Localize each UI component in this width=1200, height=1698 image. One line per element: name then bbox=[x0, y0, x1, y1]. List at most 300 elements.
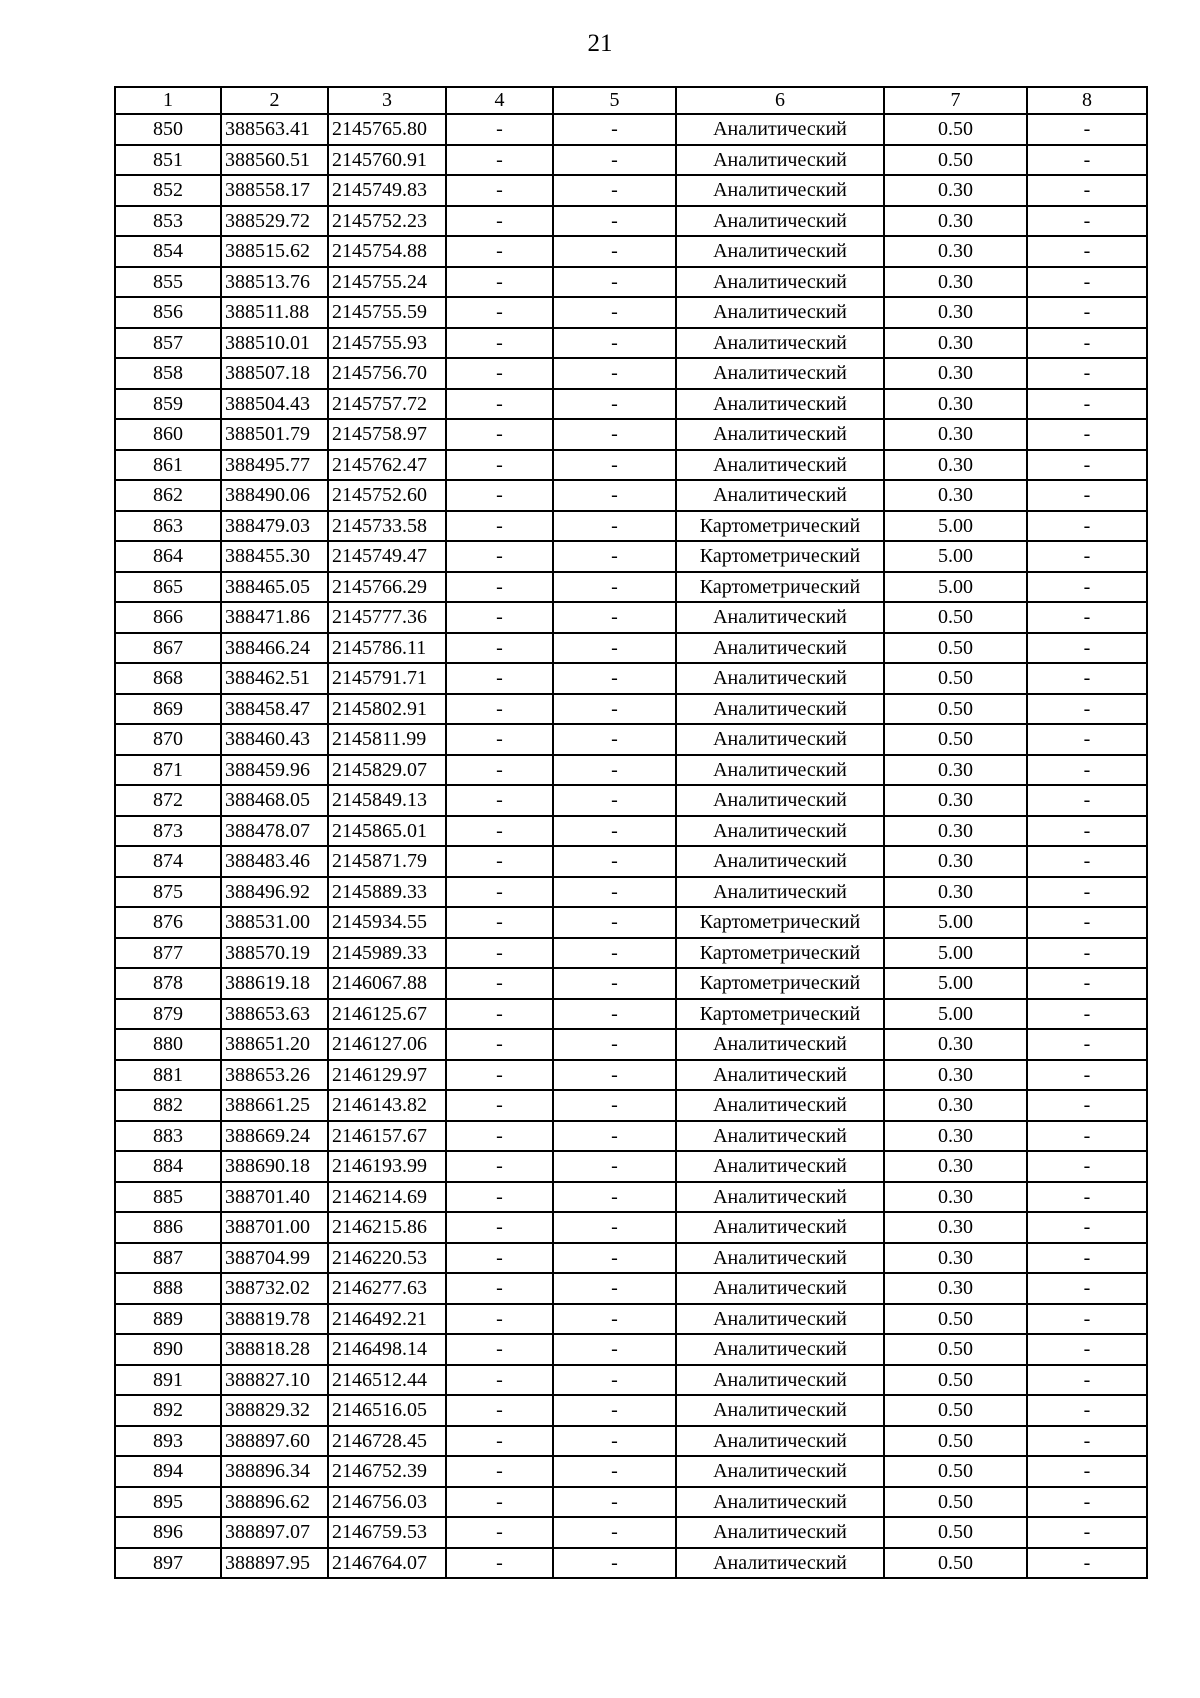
x-coordinate-cell: 388479.03 bbox=[221, 511, 328, 542]
point-number-cell: 863 bbox=[115, 511, 221, 542]
col5-cell: - bbox=[553, 633, 676, 664]
y-coordinate-cell: 2146220.53 bbox=[328, 1243, 446, 1274]
y-coordinate-cell: 2146193.99 bbox=[328, 1151, 446, 1182]
accuracy-cell: 0.30 bbox=[884, 358, 1027, 389]
col8-cell: - bbox=[1027, 572, 1147, 603]
method-cell: Аналитический bbox=[676, 1121, 884, 1152]
point-number-cell: 852 bbox=[115, 175, 221, 206]
method-cell: Картометрический bbox=[676, 541, 884, 572]
y-coordinate-cell: 2145749.83 bbox=[328, 175, 446, 206]
col4-cell: - bbox=[446, 1060, 553, 1091]
col5-cell: - bbox=[553, 1151, 676, 1182]
method-cell: Аналитический bbox=[676, 816, 884, 847]
col5-cell: - bbox=[553, 1243, 676, 1274]
point-number-cell: 882 bbox=[115, 1090, 221, 1121]
method-cell: Картометрический bbox=[676, 572, 884, 603]
x-coordinate-cell: 388651.20 bbox=[221, 1029, 328, 1060]
x-coordinate-cell: 388465.05 bbox=[221, 572, 328, 603]
point-number-cell: 867 bbox=[115, 633, 221, 664]
x-coordinate-cell: 388478.07 bbox=[221, 816, 328, 847]
method-cell: Аналитический bbox=[676, 1548, 884, 1579]
y-coordinate-cell: 2146129.97 bbox=[328, 1060, 446, 1091]
x-coordinate-cell: 388701.00 bbox=[221, 1212, 328, 1243]
table-row bbox=[115, 1517, 1147, 1548]
col4-cell: - bbox=[446, 1365, 553, 1396]
method-cell: Аналитический bbox=[676, 694, 884, 725]
col8-cell: - bbox=[1027, 846, 1147, 877]
col8-cell: - bbox=[1027, 297, 1147, 328]
accuracy-cell: 0.30 bbox=[884, 480, 1027, 511]
column-header: 7 bbox=[884, 87, 1027, 114]
table-row bbox=[115, 1060, 1147, 1091]
col5-cell: - bbox=[553, 1273, 676, 1304]
table-row bbox=[115, 175, 1147, 206]
col8-cell: - bbox=[1027, 724, 1147, 755]
method-cell: Аналитический bbox=[676, 1029, 884, 1060]
method-cell: Аналитический bbox=[676, 175, 884, 206]
col5-cell: - bbox=[553, 1395, 676, 1426]
x-coordinate-cell: 388897.95 bbox=[221, 1548, 328, 1579]
col5-cell: - bbox=[553, 114, 676, 145]
accuracy-cell: 0.30 bbox=[884, 389, 1027, 420]
y-coordinate-cell: 2146752.39 bbox=[328, 1456, 446, 1487]
col5-cell: - bbox=[553, 1426, 676, 1457]
table-row bbox=[115, 1151, 1147, 1182]
table-row bbox=[115, 541, 1147, 572]
col5-cell: - bbox=[553, 1182, 676, 1213]
y-coordinate-cell: 2145755.59 bbox=[328, 297, 446, 328]
y-coordinate-cell: 2145758.97 bbox=[328, 419, 446, 450]
col8-cell: - bbox=[1027, 907, 1147, 938]
table-row bbox=[115, 1548, 1147, 1579]
accuracy-cell: 0.50 bbox=[884, 694, 1027, 725]
accuracy-cell: 0.30 bbox=[884, 785, 1027, 816]
method-cell: Аналитический bbox=[676, 846, 884, 877]
method-cell: Аналитический bbox=[676, 755, 884, 786]
x-coordinate-cell: 388490.06 bbox=[221, 480, 328, 511]
method-cell: Аналитический bbox=[676, 663, 884, 694]
accuracy-cell: 0.50 bbox=[884, 663, 1027, 694]
table-row bbox=[115, 633, 1147, 664]
accuracy-cell: 0.50 bbox=[884, 1548, 1027, 1579]
x-coordinate-cell: 388510.01 bbox=[221, 328, 328, 359]
accuracy-cell: 0.30 bbox=[884, 1090, 1027, 1121]
y-coordinate-cell: 2145733.58 bbox=[328, 511, 446, 542]
accuracy-cell: 0.30 bbox=[884, 206, 1027, 237]
col8-cell: - bbox=[1027, 968, 1147, 999]
x-coordinate-cell: 388515.62 bbox=[221, 236, 328, 267]
col4-cell: - bbox=[446, 816, 553, 847]
col8-cell: - bbox=[1027, 1121, 1147, 1152]
col5-cell: - bbox=[553, 877, 676, 908]
method-cell: Аналитический bbox=[676, 1304, 884, 1335]
accuracy-cell: 0.50 bbox=[884, 633, 1027, 664]
x-coordinate-cell: 388513.76 bbox=[221, 267, 328, 298]
x-coordinate-cell: 388653.26 bbox=[221, 1060, 328, 1091]
method-cell: Аналитический bbox=[676, 1182, 884, 1213]
col8-cell: - bbox=[1027, 1426, 1147, 1457]
col4-cell: - bbox=[446, 663, 553, 694]
column-header: 1 bbox=[115, 87, 221, 114]
method-cell: Аналитический bbox=[676, 236, 884, 267]
col4-cell: - bbox=[446, 1426, 553, 1457]
point-number-cell: 886 bbox=[115, 1212, 221, 1243]
accuracy-cell: 0.50 bbox=[884, 1304, 1027, 1335]
table-row bbox=[115, 907, 1147, 938]
table-row bbox=[115, 450, 1147, 481]
col5-cell: - bbox=[553, 846, 676, 877]
method-cell: Аналитический bbox=[676, 602, 884, 633]
table-row bbox=[115, 938, 1147, 969]
col5-cell: - bbox=[553, 938, 676, 969]
y-coordinate-cell: 2145760.91 bbox=[328, 145, 446, 176]
col4-cell: - bbox=[446, 236, 553, 267]
method-cell: Аналитический bbox=[676, 1456, 884, 1487]
table-row bbox=[115, 724, 1147, 755]
method-cell: Аналитический bbox=[676, 1273, 884, 1304]
x-coordinate-cell: 388732.02 bbox=[221, 1273, 328, 1304]
y-coordinate-cell: 2146764.07 bbox=[328, 1548, 446, 1579]
col8-cell: - bbox=[1027, 450, 1147, 481]
method-cell: Аналитический bbox=[676, 450, 884, 481]
y-coordinate-cell: 2146127.06 bbox=[328, 1029, 446, 1060]
x-coordinate-cell: 388558.17 bbox=[221, 175, 328, 206]
point-number-cell: 885 bbox=[115, 1182, 221, 1213]
y-coordinate-cell: 2145865.01 bbox=[328, 816, 446, 847]
col8-cell: - bbox=[1027, 1456, 1147, 1487]
col5-cell: - bbox=[553, 1090, 676, 1121]
point-number-cell: 896 bbox=[115, 1517, 221, 1548]
method-cell: Аналитический bbox=[676, 114, 884, 145]
col8-cell: - bbox=[1027, 541, 1147, 572]
accuracy-cell: 0.30 bbox=[884, 1273, 1027, 1304]
accuracy-cell: 0.50 bbox=[884, 1456, 1027, 1487]
y-coordinate-cell: 2145889.33 bbox=[328, 877, 446, 908]
x-coordinate-cell: 388495.77 bbox=[221, 450, 328, 481]
col5-cell: - bbox=[553, 328, 676, 359]
col4-cell: - bbox=[446, 389, 553, 420]
x-coordinate-cell: 388897.07 bbox=[221, 1517, 328, 1548]
column-header: 6 bbox=[676, 87, 884, 114]
method-cell: Картометрический bbox=[676, 999, 884, 1030]
method-cell: Аналитический bbox=[676, 1487, 884, 1518]
table-row bbox=[115, 419, 1147, 450]
col8-cell: - bbox=[1027, 419, 1147, 450]
y-coordinate-cell: 2145786.11 bbox=[328, 633, 446, 664]
col4-cell: - bbox=[446, 450, 553, 481]
x-coordinate-cell: 388896.34 bbox=[221, 1456, 328, 1487]
table-header-row bbox=[115, 87, 1147, 114]
col5-cell: - bbox=[553, 663, 676, 694]
col5-cell: - bbox=[553, 968, 676, 999]
col5-cell: - bbox=[553, 358, 676, 389]
method-cell: Аналитический bbox=[676, 145, 884, 176]
col4-cell: - bbox=[446, 846, 553, 877]
col4-cell: - bbox=[446, 877, 553, 908]
y-coordinate-cell: 2145934.55 bbox=[328, 907, 446, 938]
col8-cell: - bbox=[1027, 1151, 1147, 1182]
col5-cell: - bbox=[553, 1060, 676, 1091]
col4-cell: - bbox=[446, 1151, 553, 1182]
method-cell: Аналитический bbox=[676, 1517, 884, 1548]
method-cell: Аналитический bbox=[676, 267, 884, 298]
y-coordinate-cell: 2145757.72 bbox=[328, 389, 446, 420]
col4-cell: - bbox=[446, 114, 553, 145]
y-coordinate-cell: 2145811.99 bbox=[328, 724, 446, 755]
col5-cell: - bbox=[553, 694, 676, 725]
table-row bbox=[115, 206, 1147, 237]
point-number-cell: 892 bbox=[115, 1395, 221, 1426]
point-number-cell: 881 bbox=[115, 1060, 221, 1091]
col5-cell: - bbox=[553, 907, 676, 938]
point-number-cell: 897 bbox=[115, 1548, 221, 1579]
accuracy-cell: 0.30 bbox=[884, 236, 1027, 267]
y-coordinate-cell: 2146277.63 bbox=[328, 1273, 446, 1304]
point-number-cell: 895 bbox=[115, 1487, 221, 1518]
col4-cell: - bbox=[446, 572, 553, 603]
col5-cell: - bbox=[553, 816, 676, 847]
col8-cell: - bbox=[1027, 755, 1147, 786]
accuracy-cell: 0.30 bbox=[884, 328, 1027, 359]
accuracy-cell: 0.50 bbox=[884, 1487, 1027, 1518]
col8-cell: - bbox=[1027, 1060, 1147, 1091]
accuracy-cell: 0.30 bbox=[884, 846, 1027, 877]
x-coordinate-cell: 388504.43 bbox=[221, 389, 328, 420]
accuracy-cell: 5.00 bbox=[884, 907, 1027, 938]
col8-cell: - bbox=[1027, 1487, 1147, 1518]
x-coordinate-cell: 388455.30 bbox=[221, 541, 328, 572]
point-number-cell: 890 bbox=[115, 1334, 221, 1365]
col4-cell: - bbox=[446, 511, 553, 542]
accuracy-cell: 0.30 bbox=[884, 175, 1027, 206]
method-cell: Аналитический bbox=[676, 480, 884, 511]
col8-cell: - bbox=[1027, 999, 1147, 1030]
table-row bbox=[115, 297, 1147, 328]
accuracy-cell: 5.00 bbox=[884, 968, 1027, 999]
table-row bbox=[115, 1212, 1147, 1243]
accuracy-cell: 0.30 bbox=[884, 1029, 1027, 1060]
point-number-cell: 875 bbox=[115, 877, 221, 908]
x-coordinate-cell: 388701.40 bbox=[221, 1182, 328, 1213]
table-row bbox=[115, 1090, 1147, 1121]
col8-cell: - bbox=[1027, 938, 1147, 969]
col8-cell: - bbox=[1027, 389, 1147, 420]
col8-cell: - bbox=[1027, 1334, 1147, 1365]
accuracy-cell: 0.30 bbox=[884, 267, 1027, 298]
x-coordinate-cell: 388829.32 bbox=[221, 1395, 328, 1426]
point-number-cell: 876 bbox=[115, 907, 221, 938]
method-cell: Аналитический bbox=[676, 877, 884, 908]
method-cell: Аналитический bbox=[676, 389, 884, 420]
x-coordinate-cell: 388560.51 bbox=[221, 145, 328, 176]
point-number-cell: 883 bbox=[115, 1121, 221, 1152]
accuracy-cell: 0.50 bbox=[884, 1517, 1027, 1548]
table-row bbox=[115, 511, 1147, 542]
col4-cell: - bbox=[446, 328, 553, 359]
x-coordinate-cell: 388570.19 bbox=[221, 938, 328, 969]
method-cell: Аналитический bbox=[676, 419, 884, 450]
x-coordinate-cell: 388827.10 bbox=[221, 1365, 328, 1396]
col4-cell: - bbox=[446, 419, 553, 450]
col5-cell: - bbox=[553, 480, 676, 511]
x-coordinate-cell: 388531.00 bbox=[221, 907, 328, 938]
col4-cell: - bbox=[446, 1395, 553, 1426]
table-row bbox=[115, 1304, 1147, 1335]
table-row bbox=[115, 877, 1147, 908]
y-coordinate-cell: 2145749.47 bbox=[328, 541, 446, 572]
col8-cell: - bbox=[1027, 877, 1147, 908]
method-cell: Аналитический bbox=[676, 206, 884, 237]
table-row bbox=[115, 480, 1147, 511]
accuracy-cell: 0.30 bbox=[884, 419, 1027, 450]
accuracy-cell: 0.30 bbox=[884, 755, 1027, 786]
table-body bbox=[115, 114, 1147, 1578]
col8-cell: - bbox=[1027, 1182, 1147, 1213]
col4-cell: - bbox=[446, 1212, 553, 1243]
col8-cell: - bbox=[1027, 511, 1147, 542]
y-coordinate-cell: 2146516.05 bbox=[328, 1395, 446, 1426]
table-row bbox=[115, 1121, 1147, 1152]
point-number-cell: 873 bbox=[115, 816, 221, 847]
col4-cell: - bbox=[446, 1090, 553, 1121]
col8-cell: - bbox=[1027, 1090, 1147, 1121]
col5-cell: - bbox=[553, 206, 676, 237]
y-coordinate-cell: 2145755.93 bbox=[328, 328, 446, 359]
x-coordinate-cell: 388511.88 bbox=[221, 297, 328, 328]
col4-cell: - bbox=[446, 1517, 553, 1548]
col8-cell: - bbox=[1027, 114, 1147, 145]
accuracy-cell: 0.30 bbox=[884, 1151, 1027, 1182]
col5-cell: - bbox=[553, 541, 676, 572]
col5-cell: - bbox=[553, 785, 676, 816]
accuracy-cell: 0.30 bbox=[884, 297, 1027, 328]
col4-cell: - bbox=[446, 938, 553, 969]
method-cell: Аналитический bbox=[676, 1212, 884, 1243]
col4-cell: - bbox=[446, 267, 553, 298]
point-number-cell: 874 bbox=[115, 846, 221, 877]
method-cell: Аналитический bbox=[676, 1395, 884, 1426]
point-number-cell: 856 bbox=[115, 297, 221, 328]
y-coordinate-cell: 2146157.67 bbox=[328, 1121, 446, 1152]
y-coordinate-cell: 2145777.36 bbox=[328, 602, 446, 633]
table-row bbox=[115, 1456, 1147, 1487]
col4-cell: - bbox=[446, 1456, 553, 1487]
point-number-cell: 851 bbox=[115, 145, 221, 176]
accuracy-cell: 0.50 bbox=[884, 114, 1027, 145]
col8-cell: - bbox=[1027, 1243, 1147, 1274]
point-number-cell: 864 bbox=[115, 541, 221, 572]
col5-cell: - bbox=[553, 1517, 676, 1548]
point-number-cell: 859 bbox=[115, 389, 221, 420]
method-cell: Аналитический bbox=[676, 633, 884, 664]
point-number-cell: 884 bbox=[115, 1151, 221, 1182]
table-row bbox=[115, 663, 1147, 694]
col8-cell: - bbox=[1027, 816, 1147, 847]
table-row bbox=[115, 816, 1147, 847]
column-header: 8 bbox=[1027, 87, 1147, 114]
col5-cell: - bbox=[553, 1029, 676, 1060]
col5-cell: - bbox=[553, 175, 676, 206]
col4-cell: - bbox=[446, 297, 553, 328]
point-number-cell: 850 bbox=[115, 114, 221, 145]
table-row bbox=[115, 572, 1147, 603]
col5-cell: - bbox=[553, 1212, 676, 1243]
x-coordinate-cell: 388483.46 bbox=[221, 846, 328, 877]
table-row bbox=[115, 1029, 1147, 1060]
y-coordinate-cell: 2146067.88 bbox=[328, 968, 446, 999]
col4-cell: - bbox=[446, 145, 553, 176]
column-header: 3 bbox=[328, 87, 446, 114]
col8-cell: - bbox=[1027, 358, 1147, 389]
point-number-cell: 891 bbox=[115, 1365, 221, 1396]
col4-cell: - bbox=[446, 1487, 553, 1518]
col5-cell: - bbox=[553, 1365, 676, 1396]
y-coordinate-cell: 2146125.67 bbox=[328, 999, 446, 1030]
column-header: 4 bbox=[446, 87, 553, 114]
col8-cell: - bbox=[1027, 1304, 1147, 1335]
col4-cell: - bbox=[446, 968, 553, 999]
y-coordinate-cell: 2145829.07 bbox=[328, 755, 446, 786]
table-row bbox=[115, 999, 1147, 1030]
method-cell: Аналитический bbox=[676, 328, 884, 359]
point-number-cell: 860 bbox=[115, 419, 221, 450]
col5-cell: - bbox=[553, 450, 676, 481]
col8-cell: - bbox=[1027, 480, 1147, 511]
y-coordinate-cell: 2145756.70 bbox=[328, 358, 446, 389]
col4-cell: - bbox=[446, 1182, 553, 1213]
y-coordinate-cell: 2146759.53 bbox=[328, 1517, 446, 1548]
col5-cell: - bbox=[553, 145, 676, 176]
point-number-cell: 879 bbox=[115, 999, 221, 1030]
point-number-cell: 889 bbox=[115, 1304, 221, 1335]
col8-cell: - bbox=[1027, 1212, 1147, 1243]
method-cell: Аналитический bbox=[676, 1426, 884, 1457]
col5-cell: - bbox=[553, 267, 676, 298]
col4-cell: - bbox=[446, 358, 553, 389]
accuracy-cell: 5.00 bbox=[884, 999, 1027, 1030]
y-coordinate-cell: 2146143.82 bbox=[328, 1090, 446, 1121]
method-cell: Картометрический bbox=[676, 511, 884, 542]
x-coordinate-cell: 388529.72 bbox=[221, 206, 328, 237]
x-coordinate-cell: 388458.47 bbox=[221, 694, 328, 725]
col4-cell: - bbox=[446, 724, 553, 755]
col8-cell: - bbox=[1027, 328, 1147, 359]
point-number-cell: 870 bbox=[115, 724, 221, 755]
point-number-cell: 872 bbox=[115, 785, 221, 816]
accuracy-cell: 0.50 bbox=[884, 145, 1027, 176]
col4-cell: - bbox=[446, 1273, 553, 1304]
col4-cell: - bbox=[446, 755, 553, 786]
point-number-cell: 893 bbox=[115, 1426, 221, 1457]
accuracy-cell: 5.00 bbox=[884, 572, 1027, 603]
col4-cell: - bbox=[446, 1243, 553, 1274]
coordinates-table bbox=[114, 86, 1148, 1579]
column-header: 5 bbox=[553, 87, 676, 114]
col5-cell: - bbox=[553, 1548, 676, 1579]
col5-cell: - bbox=[553, 1456, 676, 1487]
table-row bbox=[115, 328, 1147, 359]
point-number-cell: 877 bbox=[115, 938, 221, 969]
x-coordinate-cell: 388496.92 bbox=[221, 877, 328, 908]
x-coordinate-cell: 388501.79 bbox=[221, 419, 328, 450]
point-number-cell: 869 bbox=[115, 694, 221, 725]
method-cell: Картометрический bbox=[676, 968, 884, 999]
col4-cell: - bbox=[446, 1304, 553, 1335]
table-row bbox=[115, 755, 1147, 786]
x-coordinate-cell: 388619.18 bbox=[221, 968, 328, 999]
y-coordinate-cell: 2145755.24 bbox=[328, 267, 446, 298]
table-row bbox=[115, 1395, 1147, 1426]
